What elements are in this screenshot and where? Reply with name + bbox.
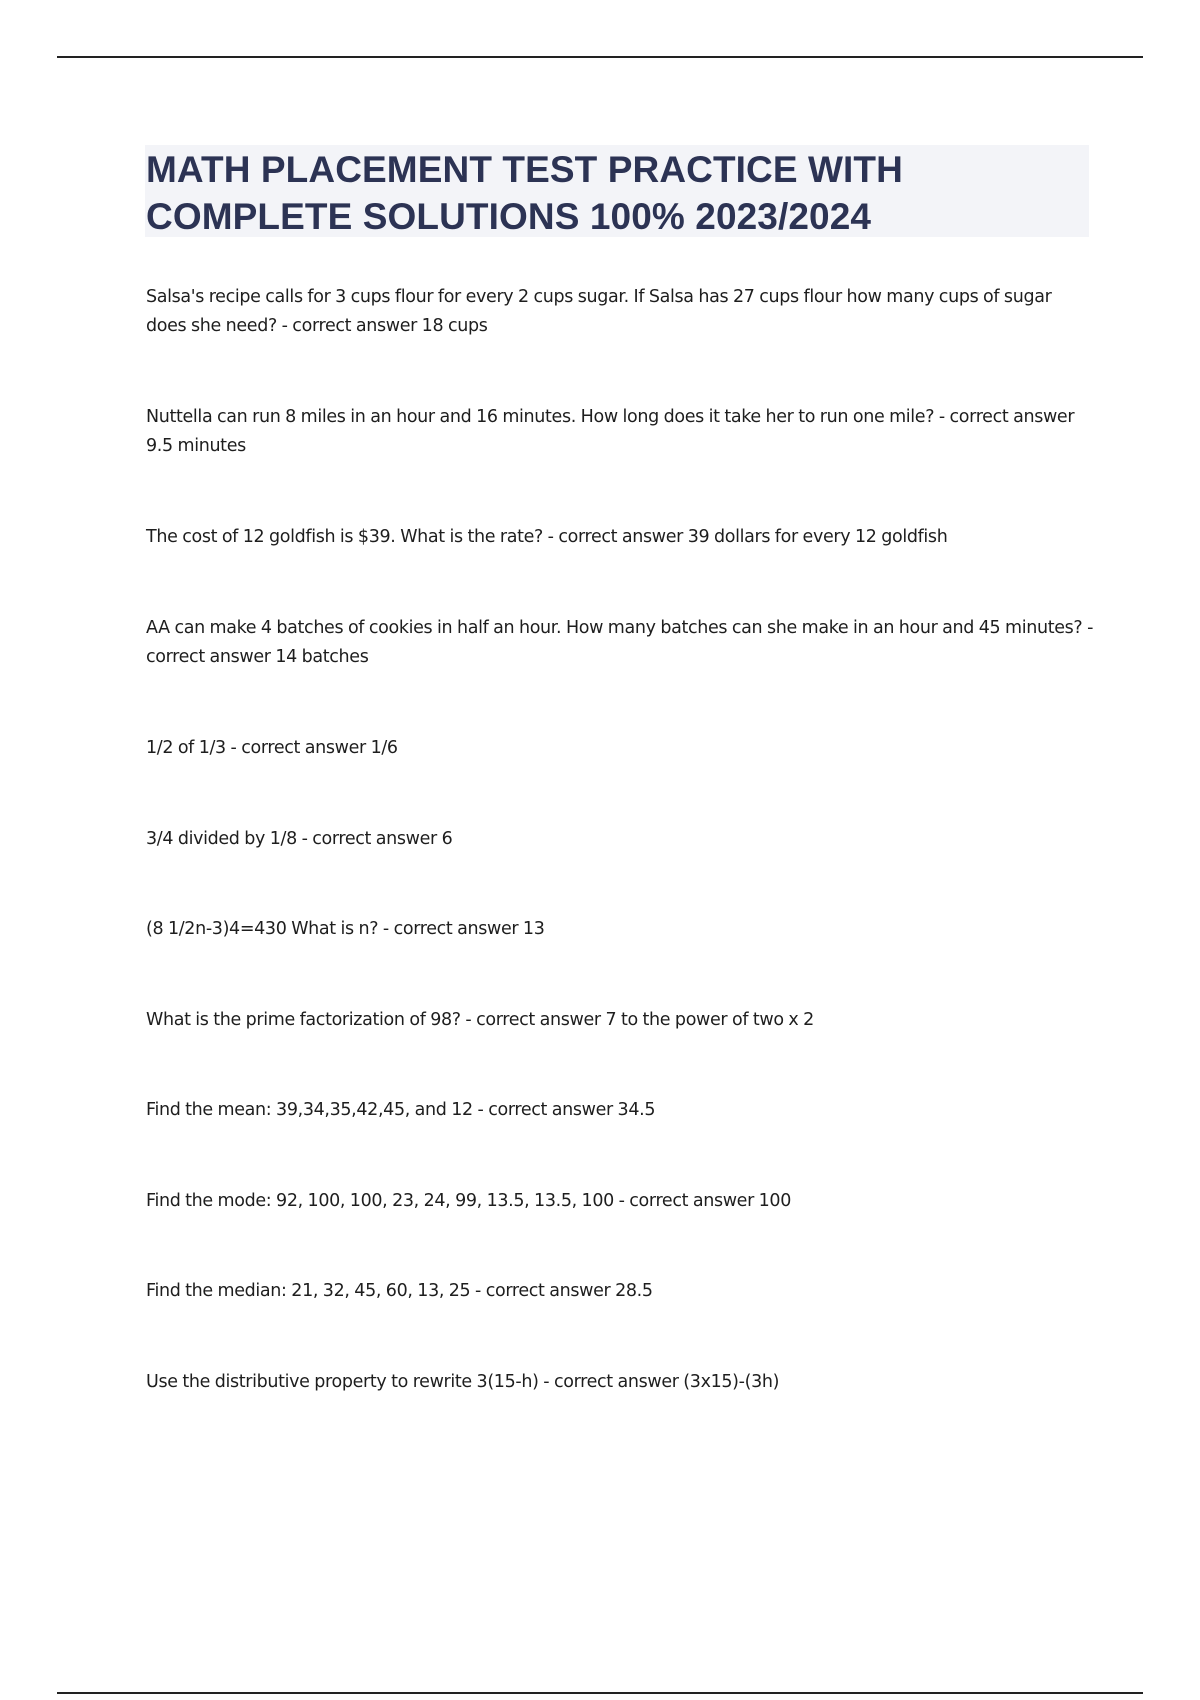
qa-item-12: Use the distributive property to rewrite 3(15-h) - correct answer (3x15)-(3h) — [146, 1372, 780, 1392]
qa-item-1: Salsa's recipe calls for 3 cups flour for every 2 cups sugar. If Salsa has 27 cups flour how many cups of sugar does she need? - correct answer 18 cups — [146, 287, 1052, 336]
qa-item-3: The cost of 12 goldfish is $39. What is the rate? - correct answer 39 dollars for every 12 goldfish — [146, 527, 948, 547]
qa-item-10: Find the mode: 92, 100, 100, 23, 24, 99, 13.5, 13.5, 100 - correct answer 100 — [146, 1191, 792, 1211]
qa-item-5: 1/2 of 1/3 - correct answer 1/6 — [146, 738, 398, 758]
qa-item-9: Find the mean: 39,34,35,42,45, and 12 - correct answer 34.5 — [146, 1100, 656, 1120]
top-rule — [57, 56, 1143, 58]
qa-item-2: Nuttella can run 8 miles in an hour and 16 minutes. How long does it take her to run one mile? - correct answer 9.5 minutes — [146, 407, 1075, 456]
document-title: MATH PLACEMENT TEST PRACTICE WITH COMPLETE SOLUTIONS 100% 2023/2024 — [146, 149, 903, 237]
qa-item-8: What is the prime factorization of 98? - correct answer 7 to the power of two x 2 — [146, 1010, 814, 1030]
qa-item-7: (8 1/2n-3)4=430 What is n? - correct answer 13 — [146, 919, 545, 939]
qa-item-11: Find the median: 21, 32, 45, 60, 13, 25 - correct answer 28.5 — [146, 1281, 653, 1301]
qa-item-4: AA can make 4 batches of cookies in half an hour. How many batches can she make in an hour and 45 minutes? - correct answer 14 batches — [146, 618, 1094, 667]
bottom-rule — [57, 1692, 1143, 1694]
qa-item-6: 3/4 divided by 1/8 - correct answer 6 — [146, 829, 453, 849]
